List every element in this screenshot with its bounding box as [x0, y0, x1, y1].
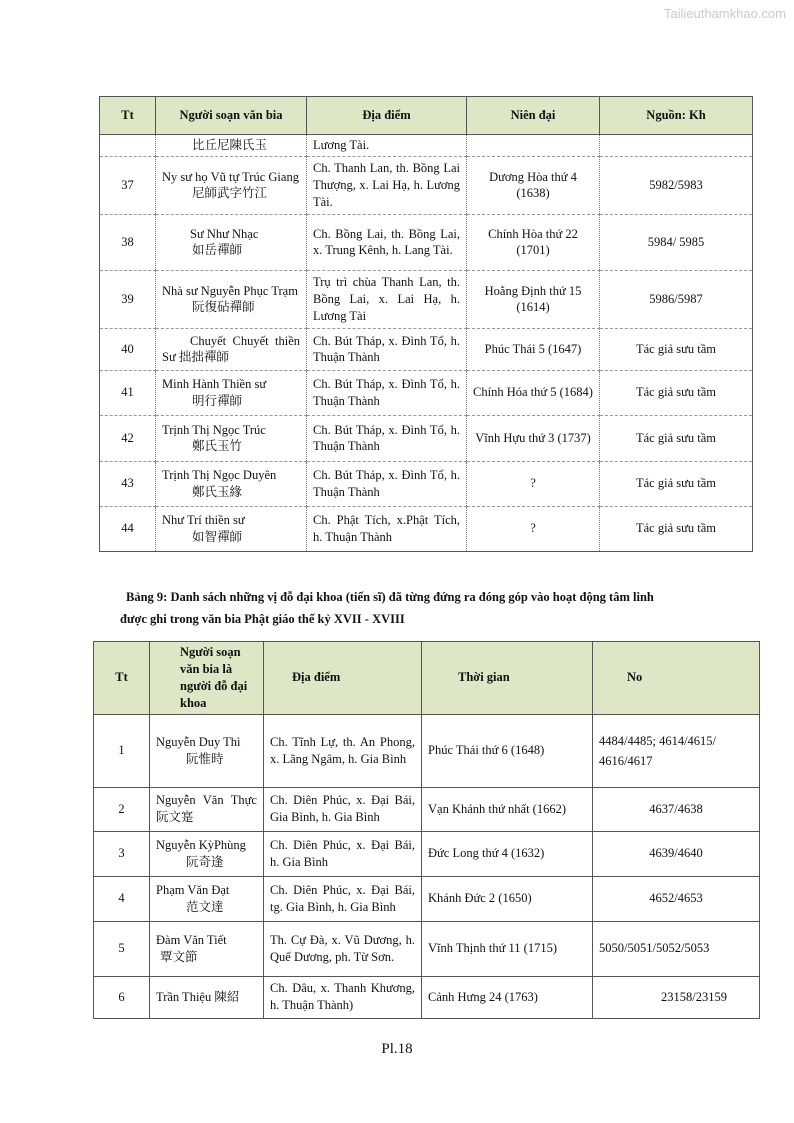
- author-han: 阮惟時: [186, 751, 224, 766]
- header-time: Thời gian: [422, 642, 593, 715]
- place-cell: Th. Cự Đà, x. Vũ Dương, h. Quế Dương, ph. Từ Sơn.: [264, 921, 422, 976]
- row-number: 43: [100, 461, 156, 506]
- source-cell: Tác giả sưu tầm: [600, 328, 753, 370]
- table-row: [100, 135, 753, 157]
- table-row: [100, 156, 753, 214]
- row-number: 37: [100, 156, 156, 214]
- no-cell: 4639/4640: [593, 831, 760, 876]
- caption-line-1: Bảng 9: Danh sách những vị đỗ đại khoa (tiến sĩ) đã từng đứng ra đóng góp vào hoạt động tâm linh: [126, 590, 654, 604]
- table-row: [100, 461, 753, 506]
- place-cell: Ch. Diên Phúc, x. Đại Bái, h. Gia Bình: [264, 831, 422, 876]
- place-cell: Ch. Bồng Lai, th. Bồng Lai, x. Trung Kênh, h. Lang Tài.: [307, 214, 467, 270]
- table-row: [100, 415, 753, 461]
- row-number: 6: [94, 976, 150, 1018]
- row-number: 38: [100, 214, 156, 270]
- header-author: Người soạn văn bia là người đỗ đại khoa: [150, 642, 264, 715]
- place-cell: Ch. Thanh Lan, th. Bồng Lai Thượng, x. Lai Hạ, h. Lương Tài.: [307, 156, 467, 214]
- author-han: 覃文節: [160, 949, 198, 964]
- row-number: 5: [94, 921, 150, 976]
- source-cell: Tác giả sưu tầm: [600, 415, 753, 461]
- author-han: 尼師武字竹江: [192, 186, 268, 201]
- table-row: [94, 831, 760, 876]
- author-han: 范文達: [186, 899, 224, 914]
- author-name: Trần Thiệu: [156, 989, 212, 1004]
- time-cell: Phúc Thái thứ 6 (1648): [422, 714, 593, 787]
- author-name: Sư Như Nhạc: [190, 226, 259, 241]
- author-name: Trịnh Thị Ngọc Trúc: [162, 422, 266, 437]
- place-cell: Ch. Bút Tháp, x. Đình Tổ, h. Thuận Thành: [307, 415, 467, 461]
- author-name: Nguyễn KỳPhùng: [156, 837, 246, 852]
- place-cell: Ch. Bút Tháp, x. Đình Tổ, h. Thuận Thành: [307, 328, 467, 370]
- date-cell: Chính Hóa thứ 5 (1684): [467, 370, 600, 415]
- author-han: 鄭氏玉緣: [192, 484, 243, 499]
- author-han: 阮文寔: [156, 810, 194, 824]
- author-han: 鄭氏玉竹: [192, 439, 243, 454]
- place-cell: Trụ trì chùa Thanh Lan, th. Bồng Lai, x. Lai Hạ, h. Lương Tài: [307, 270, 467, 328]
- author-name: Phạm Văn Đạt: [156, 882, 230, 897]
- author-han: 如岳禪師: [192, 243, 243, 258]
- table-row: [100, 370, 753, 415]
- row-number: 39: [100, 270, 156, 328]
- watermark: Tailieuthamkhao.com: [663, 6, 786, 21]
- author-name: Chuyết Chuyết thiền Sư: [162, 333, 300, 365]
- table-source-list: [99, 96, 753, 552]
- author-han: 阮復砧禪師: [192, 300, 255, 315]
- date-cell: Hoằng Định thứ 15 (1614): [467, 270, 600, 328]
- date-cell: Chính Hòa thứ 22 (1701): [467, 214, 600, 270]
- author-han: 陳紹: [214, 989, 240, 1004]
- row-number: 44: [100, 506, 156, 551]
- time-cell: Cảnh Hưng 24 (1763): [422, 976, 593, 1018]
- header-author: Người soạn văn bia: [156, 97, 307, 135]
- source-cell: 5986/5987: [600, 270, 753, 328]
- row-number: 42: [100, 415, 156, 461]
- source-cell: Tác giả sưu tầm: [600, 506, 753, 551]
- row-number: 3: [94, 831, 150, 876]
- place-cell: Ch. Bút Tháp, x. Đình Tổ, h. Thuận Thành: [307, 370, 467, 415]
- place-cell: Ch. Dâu, x. Thanh Khương, h. Thuận Thành): [264, 976, 422, 1018]
- table-row: [94, 714, 760, 787]
- header-source: Nguồn: Kh: [600, 97, 753, 135]
- date-cell: ?: [467, 506, 600, 551]
- source-cell: 5982/5983: [600, 156, 753, 214]
- time-cell: Vĩnh Thịnh thứ 11 (1715): [422, 921, 593, 976]
- table-row: [100, 214, 753, 270]
- table-row: [100, 328, 753, 370]
- author-han: 如智禪師: [192, 529, 243, 544]
- place-cell: Ch. Tĩnh Lự, th. An Phong, x. Lãng Ngâm, h. Gia Bình: [264, 714, 422, 787]
- place-cell: Lương Tài.: [307, 135, 467, 157]
- time-cell: Khánh Đức 2 (1650): [422, 876, 593, 921]
- row-number: 2: [94, 787, 150, 831]
- place-cell: Ch. Diên Phúc, x. Đại Bái, Gia Bình, h. Gia Bình: [264, 787, 422, 831]
- no-cell: 5050/5051/5052/5053: [593, 921, 760, 976]
- table-scholars: [93, 641, 760, 1019]
- author-name: Nguyễn Duy Thì: [156, 734, 241, 749]
- table-caption: [120, 586, 726, 630]
- author-name: [150, 787, 264, 831]
- header-date: Niên đại: [467, 97, 600, 135]
- row-number: 1: [94, 714, 150, 787]
- date-cell: Vĩnh Hựu thứ 3 (1737): [467, 415, 600, 461]
- date-cell: ?: [467, 461, 600, 506]
- author-han: 明行禪師: [192, 393, 243, 408]
- header-tt: Tt: [94, 642, 150, 715]
- author-han: 比丘尼陳氏玉: [192, 138, 268, 152]
- time-cell: Vạn Khánh thứ nhất (1662): [422, 787, 593, 831]
- header-place: Địa điểm: [307, 97, 467, 135]
- author-han: 拙拙禪師: [178, 350, 229, 365]
- author-name: Ny sư họ Vũ tự Trúc Giang: [162, 169, 299, 184]
- caption-line-2: được ghi trong văn bia Phật giáo thế kỷ XVII - XVIII: [120, 612, 405, 626]
- header-no: No: [593, 642, 760, 715]
- author-name: Như Trí thiền sư: [162, 513, 245, 527]
- no-cell: 4652/4653: [593, 876, 760, 921]
- source-cell: 5984/ 5985: [600, 214, 753, 270]
- date-cell: Phúc Thái 5 (1647): [467, 328, 600, 370]
- time-cell: Đức Long thứ 4 (1632): [422, 831, 593, 876]
- row-number: 40: [100, 328, 156, 370]
- header-place: Địa điểm: [264, 642, 422, 715]
- header-tt: Tt: [100, 97, 156, 135]
- author-name: Đàm Văn Tiết: [156, 932, 227, 947]
- author-name: Nhà sư Nguyễn Phục Trạm: [162, 283, 298, 298]
- source-cell: Tác giả sưu tầm: [600, 461, 753, 506]
- place-cell: Ch. Phật Tích, x.Phật Tích, h. Thuận Thành: [307, 506, 467, 551]
- author-name: Trịnh Thị Ngọc Duyên: [162, 468, 277, 482]
- page-number: Pl.18: [381, 1041, 413, 1057]
- table-row: [100, 506, 753, 551]
- row-number: 4: [94, 876, 150, 921]
- source-cell: Tác giả sưu tầm: [600, 370, 753, 415]
- table-row: [100, 270, 753, 328]
- table-row: [94, 921, 760, 976]
- author-name: Minh Hành Thiền sư: [162, 377, 267, 391]
- table-row: [94, 876, 760, 921]
- date-cell: Dương Hòa thứ 4 (1638): [467, 156, 600, 214]
- author-name-text: Nguyễn Văn Thực: [156, 793, 257, 808]
- place-cell: Ch. Diên Phúc, x. Đại Bái, tg. Gia Bình, h. Gia Bình: [264, 876, 422, 921]
- row-number: 41: [100, 370, 156, 415]
- table-row: [94, 787, 760, 831]
- no-cell: 4484/4485; 4614/4615/ 4616/4617: [593, 714, 760, 787]
- no-cell: 4637/4638: [593, 787, 760, 831]
- author-han: 阮奇逢: [186, 854, 224, 869]
- no-cell: 23158/23159: [593, 976, 760, 1018]
- place-cell: Ch. Bút Tháp, x. Đình Tổ, h. Thuận Thành: [307, 461, 467, 506]
- table-row: [94, 976, 760, 1018]
